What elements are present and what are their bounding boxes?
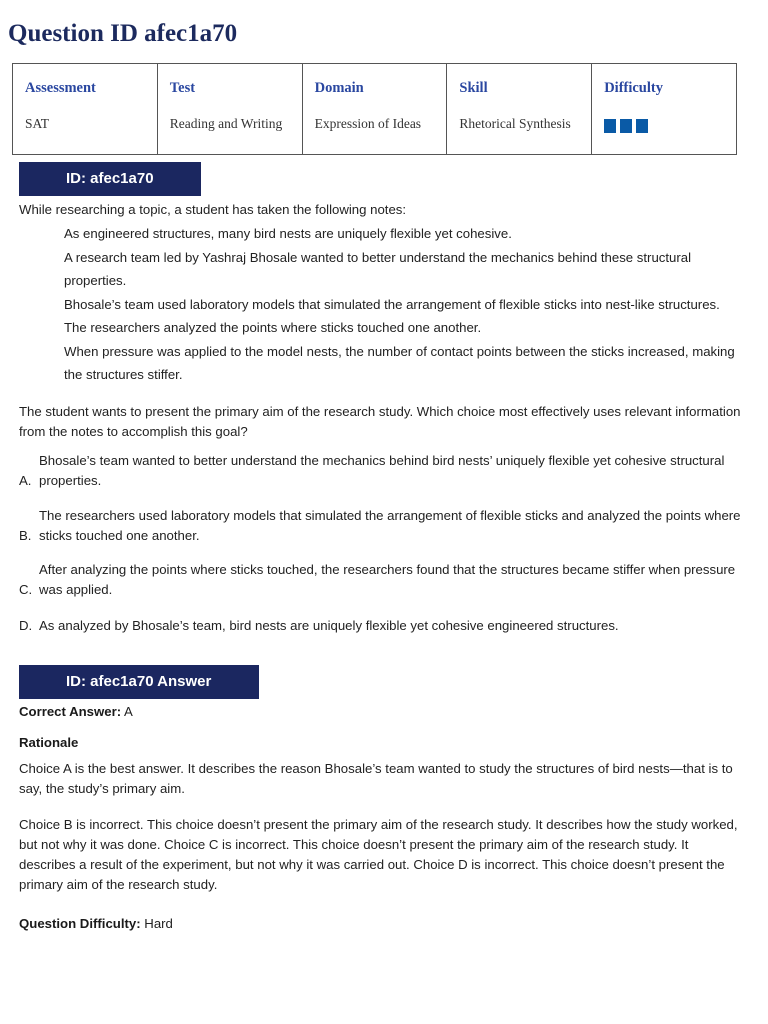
difficulty-label: Question Difficulty: <box>19 916 141 931</box>
meta-header-domain: Domain <box>314 80 364 96</box>
difficulty-value: Hard <box>144 916 173 931</box>
choice-letter: D. <box>19 618 33 633</box>
question-meta-table <box>12 63 737 155</box>
meta-cell-assessment <box>13 64 158 155</box>
choice-letter: C. <box>19 582 33 597</box>
note-item: The researchers analyzed the points where sticks touched one another. <box>64 320 482 335</box>
rationale-heading: Rationale <box>19 735 79 750</box>
note-item: A research team led by Yashraj Bhosale wanted to better understand the mechanics behind these structural properties. <box>64 249 692 288</box>
choice-letter: B. <box>19 528 32 543</box>
meta-value-skill: Rhetorical Synthesis <box>459 116 571 131</box>
notes-intro: While researching a topic, a student has taken the following notes: <box>19 202 407 217</box>
question-prompt: The student wants to present the primary aim of the research study. Which choice most effectively uses relevant information from the notes to accomplish this goal? <box>19 404 741 439</box>
choice-d[interactable] <box>19 616 747 636</box>
meta-value-assessment: SAT <box>25 116 50 131</box>
meta-header-assessment: Assessment <box>25 80 96 96</box>
choice-c[interactable] <box>19 560 747 600</box>
meta-cell-difficulty <box>592 64 737 155</box>
choice-a[interactable] <box>19 451 747 491</box>
meta-header-test: Test <box>169 80 196 96</box>
meta-value-domain: Expression of Ideas <box>314 116 422 131</box>
answer-choices <box>19 451 747 636</box>
choice-b[interactable] <box>19 506 747 546</box>
choice-text: The researchers used laboratory models that simulated the arrangement of flexible sticks and analyzed the points where sticks touched one another. <box>39 508 741 543</box>
difficulty-bar <box>636 119 648 133</box>
difficulty-indicator <box>604 119 724 133</box>
meta-header-difficulty: Difficulty <box>604 80 663 96</box>
correct-answer-value: A <box>124 704 133 719</box>
note-item: As engineered structures, many bird nests are uniquely flexible yet cohesive. <box>64 226 512 241</box>
difficulty-bar <box>604 119 616 133</box>
meta-cell-skill <box>447 64 592 155</box>
note-item: When pressure was applied to the model nests, the number of contact points between the sticks increased, making the structures stiffer. <box>64 343 735 382</box>
meta-cell-test <box>157 64 302 155</box>
difficulty-bar <box>620 119 632 133</box>
note-item: Bhosale’s team used laboratory models that simulated the arrangement of flexible sticks into nest-like structures. <box>64 296 720 312</box>
meta-header-skill: Skill <box>459 80 488 96</box>
choice-text: After analyzing the points where sticks touched, the researchers found that the structures became stiffer when pressure was applied. <box>39 562 736 597</box>
choice-letter: A. <box>19 473 32 488</box>
correct-answer-label: Correct Answer: <box>19 704 122 719</box>
choice-text: Bhosale’s team wanted to better understand the mechanics behind bird nests’ uniquely flexible yet cohesive structural properties. <box>39 453 725 488</box>
meta-cell-domain <box>302 64 447 155</box>
correct-answer-line <box>19 702 747 722</box>
answer-id-banner: ID: afec1a70 Answer <box>19 665 259 699</box>
page-title: Question ID afec1a70 <box>8 20 238 47</box>
choice-text: As analyzed by Bhosale’s team, bird nests are uniquely flexible yet cohesive engineered structures. <box>39 618 619 633</box>
rationale-paragraph-1: Choice A is the best answer. It describes the reason Bhosale’s team wanted to study the structures of bird nests—that is to say, the study’s primary aim. <box>19 761 733 796</box>
meta-value-test: Reading and Writing <box>169 116 283 131</box>
question-id-banner: ID: afec1a70 <box>19 162 201 196</box>
question-difficulty-line <box>19 914 747 934</box>
notes-list <box>64 222 744 387</box>
rationale-paragraph-2: Choice B is incorrect. This choice doesn’t present the primary aim of the research study. It describes how the study worked, but not why it was done. Choice C is incorrect. This choice doesn’t present the primary aim of the research study. It describes a result of the experiment, but not why it was carried out. Choice D is incorrect. This choice doesn’t present the primary aim of the research study. <box>19 817 738 892</box>
